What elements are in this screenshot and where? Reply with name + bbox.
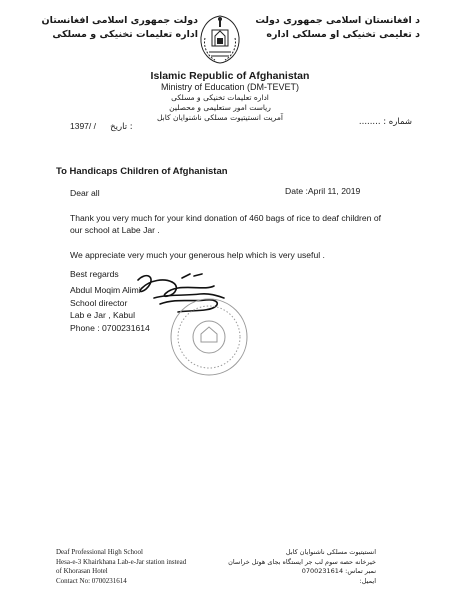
signatory-location: Lab e Jar , Kabul — [70, 310, 135, 320]
department-line-3: آمریت انستیتیوت مسلکی ناشنوایان کابل — [156, 113, 284, 122]
department-line-1: اداره تعلیمات تخنیکی و مسلکی — [171, 93, 269, 102]
header-right-line-2: د تعلیمی تخنیکی او مسلکی اداره — [266, 29, 420, 40]
header-left-text — [38, 14, 198, 42]
footer-right-line-4: ایمیل: — [359, 576, 376, 585]
signatory-phone: Phone : 0700231614 — [70, 322, 150, 333]
header-right-text — [250, 14, 420, 42]
header-left-line-1: دولت جمهوری اسلامی افغانستان — [41, 15, 198, 26]
paragraph-1-line-2: our school at Labe Jar . — [70, 225, 160, 235]
footer-left-line-4: Contact No: 0700231614 — [56, 576, 127, 585]
paragraph-1-line-1: Thank you very much for your kind donation of 460 bags of rice to deaf children of — [70, 213, 381, 223]
letter-date: Date :April 11, 2019 — [285, 186, 361, 196]
footer-left-line-1: Deaf Professional High School — [56, 548, 143, 556]
department-line-2: ریاست امور ستعلیمی و محصلین — [169, 103, 271, 112]
reference-date-value: 1397/ / — [70, 121, 96, 131]
footer-left-line-2: Hesa-e-3 Khairkhana Lab-e-Jar station instead — [56, 557, 187, 566]
header-right-line-1: د افغانستان اسلامی جمهوری دولت — [255, 15, 420, 26]
footer-address-persian — [206, 548, 376, 586]
reference-date — [70, 121, 133, 132]
header-left-line-2: اداره تعلیمات تخنیکی و مسلکی — [52, 29, 198, 40]
republic-heading: Islamic Republic of Afghanistan — [150, 70, 310, 82]
signatory-name: Abdul Moqim Alimi — [70, 285, 141, 295]
afghanistan-emblem-icon — [195, 12, 245, 66]
footer-right-line-2: خیرخانه حصه سوم لب جر ایستگاه بجای هوتل خراسان — [228, 557, 376, 566]
footer-left-line-3: of Khorasan Hotel — [56, 567, 108, 575]
footer-right-line-3: نمبر تماس: 0700231614 — [301, 567, 376, 575]
footer-address-english — [56, 548, 186, 586]
letter-closing: Best regards — [70, 269, 119, 279]
reference-date-label: تاریخ : — [110, 122, 133, 132]
letter-recipient: To Handicaps Children of Afghanistan — [56, 166, 228, 177]
letter-paragraph-1 — [70, 212, 390, 236]
footer-right-line-1: انستیتیوت مسلکی ناشنوایان کابل — [285, 548, 376, 556]
official-stamp-icon — [168, 296, 250, 378]
letter-salutation: Dear all — [70, 188, 100, 198]
ministry-heading: Ministry of Education (DM-TEVET) — [160, 82, 300, 92]
signatory-title: School director — [70, 297, 128, 308]
reference-number: شماره : ........ — [358, 117, 412, 127]
letter-paragraph-2: We appreciate very much your generous help which is very useful . — [70, 250, 325, 260]
